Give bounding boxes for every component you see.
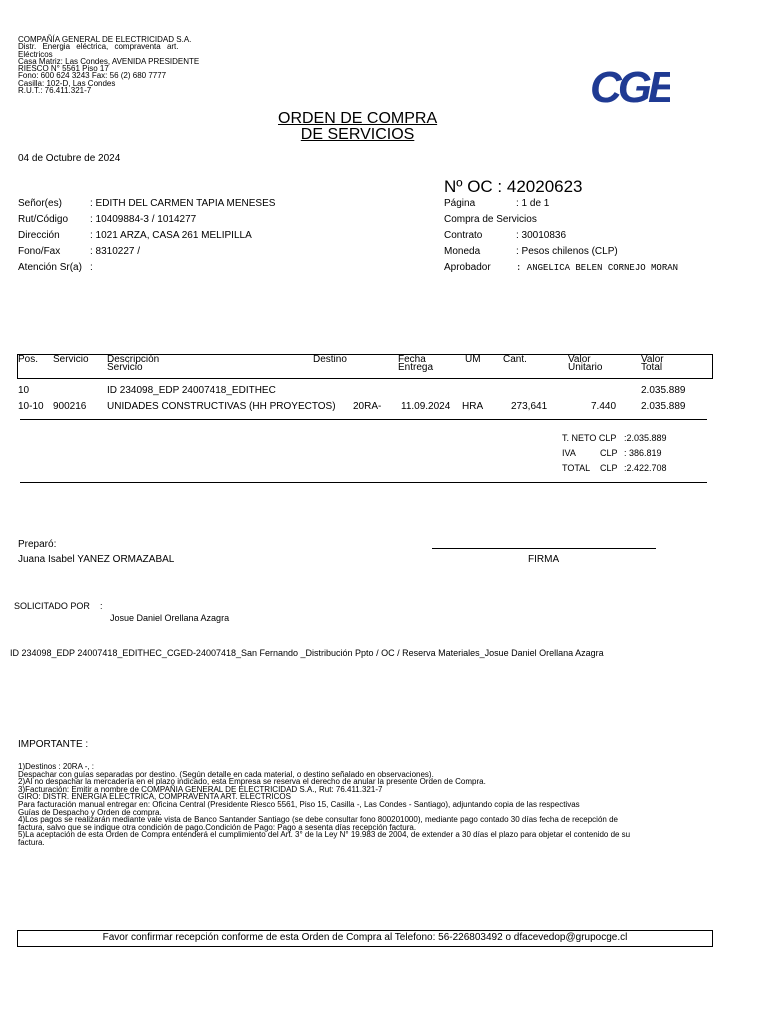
- document-title: [278, 111, 437, 143]
- col-fecha-2: Entrega: [398, 362, 434, 373]
- supplier-label: Señor(es): [18, 198, 62, 209]
- iva-label: IVA: [562, 448, 576, 458]
- moneda-value: : Pesos chilenos (CLP): [516, 246, 618, 257]
- supplier-value: : 1021 ARZA, CASA 261 MELIPILLA: [90, 230, 252, 241]
- row1-total: 2.035.889: [641, 385, 686, 396]
- note-line: 4)Los pagos se realizarán mediante vale vista de Banco Santander Santiago (se debe consultar fono 800201000), mediante pago contado 30 días fecha de recepción de: [18, 815, 618, 825]
- divider: [20, 419, 707, 420]
- col-vu-2: Unitario: [568, 362, 603, 373]
- col-fecha-1: Fecha: [398, 354, 426, 365]
- solicitado-sep: :: [100, 601, 103, 611]
- supplier-label: Fono/Fax: [18, 246, 61, 257]
- col-descripcion-2: Servicio: [107, 362, 143, 373]
- neto-value: :2.035.889: [624, 433, 667, 443]
- note-line: Para facturación manual entregar en: Oficina Central (Presidente Riesco 5561, Piso 15, Casilla -, Las Condes - Santiago), adjuntando copia de las respectivas: [18, 799, 580, 809]
- row1-desc: ID 234098_EDP 24007418_EDITHEC: [107, 385, 276, 396]
- col-um: UM: [465, 354, 481, 365]
- total-label: TOTAL: [562, 463, 591, 473]
- col-cant: Cant.: [503, 354, 527, 365]
- solicitado-label: SOLICITADO POR: [14, 601, 90, 611]
- row2-destino: 20RA-: [353, 401, 382, 412]
- signature-line: [432, 548, 656, 549]
- company-line: Distr. Energia eléctrica, compraventa art.: [18, 42, 179, 52]
- supplier-value: : EDITH DEL CARMEN TAPIA MENESES: [90, 198, 276, 209]
- note-line: Guías de Despacho y Orden de compra.: [18, 807, 162, 817]
- document-date: 04 de Octubre de 2024: [18, 153, 121, 164]
- preparo-name: Juana Isabel YANEZ ORMAZABAL: [18, 554, 175, 565]
- pagina-label: Página: [444, 198, 476, 209]
- contrato-value: : 30010836: [516, 230, 567, 241]
- row1-pos: 10: [18, 385, 30, 396]
- note-line: 1)Destinos : 20RA -, :: [18, 762, 95, 771]
- moneda-label: Moneda: [444, 246, 481, 257]
- aprobador-label: Aprobador: [444, 262, 491, 273]
- company-line: Casa Matriz: Las Condes, AVENIDA PRESIDENTE: [18, 56, 200, 66]
- note-line: GIRO: DISTR. ENERGIA ELECTRICA, COMPRAVENTA ART. ELECTRICOS: [18, 792, 291, 802]
- pagina-value: : 1 de 1: [516, 198, 550, 209]
- col-vt-1: Valor: [641, 354, 664, 365]
- supplier-label: Rut/Código: [18, 214, 69, 225]
- firma-label: FIRMA: [528, 554, 560, 565]
- preparo-label: Preparó:: [18, 539, 57, 550]
- row2-cant: 273,641: [511, 401, 548, 412]
- logo-text: CGE: [590, 64, 670, 108]
- contrato-label: Contrato: [444, 230, 483, 241]
- row2-servicio: 900216: [53, 401, 87, 412]
- company-line: Eléctricos: [18, 49, 53, 59]
- col-destino: Destino: [313, 354, 347, 365]
- importante-title: IMPORTANTE :: [18, 739, 89, 750]
- company-line: Fono: 600 624 3243 Fax: 56 (2) 680 7777: [18, 71, 167, 81]
- supplier-value: : 8310227 /: [90, 246, 141, 257]
- solicitado-name: Josue Daniel Orellana Azagra: [110, 613, 230, 623]
- oc-number: Nº OC : 42020623: [444, 177, 583, 196]
- order-type: Compra de Servicios: [444, 214, 537, 225]
- supplier-value: : 10409884-3 / 1014277: [90, 214, 197, 225]
- reference-text: ID 234098_EDP 24007418_EDITHEC_CGED-24007418_San Fernando _Distribución Ppto / OC / Reserva Materiales_Josue Daniel Orellana Azagra: [10, 648, 604, 658]
- aprobador-value: : ANGELICA BELEN CORNEJO MORAN: [516, 263, 679, 273]
- col-pos: Pos.: [18, 354, 39, 365]
- company-header: [18, 36, 223, 94]
- company-line: COMPAÑÍA GENERAL DE ELECTRICIDAD S.A.: [18, 35, 192, 44]
- divider: [20, 482, 707, 483]
- col-fecha: [398, 356, 433, 372]
- total-value: :2.422.708: [624, 463, 667, 473]
- iva-value: : 386.819: [624, 448, 662, 458]
- col-servicio: Servicio: [53, 354, 89, 365]
- iva-currency: CLP: [600, 448, 618, 458]
- col-valor-unitario: [568, 356, 602, 372]
- note-line: 5)La aceptación de esta Orden de Compra entenderá el cumplimiento del Art. 3° de la Ley N° 19.983 de 2004, de extender a 30 días el plazo para objetar el contenido de su: [18, 830, 631, 840]
- supplier-value: :: [90, 262, 93, 273]
- supplier-label: Atención Sr(a): [18, 262, 82, 273]
- col-descripcion-1: Descripción: [107, 354, 160, 365]
- row2-desc: UNIDADES CONSTRUCTIVAS (HH PROYECTOS): [107, 401, 336, 412]
- company-line: R.U.T.: 76.411.321-7: [18, 86, 92, 96]
- total-currency: CLP: [600, 463, 618, 473]
- importante-notes: [18, 763, 630, 847]
- row2-um: HRA: [462, 401, 484, 412]
- company-line: Casilla: 102-D, Las Condes: [18, 78, 116, 88]
- cge-logo: [590, 64, 670, 113]
- note-line: Despachar con guías separadas por destino. (Según detalle en cada material, o destino señalado en observaciones).: [18, 769, 434, 779]
- note-line: 3)Facturación: Emitir a nombre de COMPAÑIA GENERAL DE ELECTRICIDAD S.A., Rut: 76.411.321-7: [18, 784, 383, 794]
- row2-pos: 10-10: [18, 401, 44, 412]
- row2-unit: 7.440: [591, 401, 617, 412]
- col-vt-2: Total: [641, 362, 663, 373]
- col-descripcion: [107, 356, 159, 372]
- neto-label: T. NETO CLP: [562, 433, 617, 443]
- row2-total: 2.035.889: [641, 401, 686, 412]
- footer-confirmation: Favor confirmar recepción conforme de esta Orden de Compra al Telefono: 56-226803492 o dfacevedop@grupocge.cl: [17, 930, 713, 947]
- col-valor-total: [641, 356, 664, 372]
- row2-fecha: 11.09.2024: [401, 401, 451, 412]
- note-line: factura, salvo que se indique otra condición de pago.Condición de Pago: Pago a sesenta días recepción factura.: [18, 822, 417, 832]
- note-line: factura.: [18, 837, 45, 847]
- col-vu-1: Valor: [568, 354, 591, 365]
- company-line: RIESCO N° 5561 Piso 17: [18, 64, 109, 74]
- supplier-label: Dirección: [18, 230, 60, 241]
- note-line: 2)Al no despachar la mercadería en el plazo indicado, esta Empresa se reserva el derecho de anular la presente Orden de Compra.: [18, 777, 486, 787]
- title-line-2: DE SERVICIOS: [300, 126, 415, 143]
- title-line-1: ORDEN DE COMPRA: [278, 110, 438, 127]
